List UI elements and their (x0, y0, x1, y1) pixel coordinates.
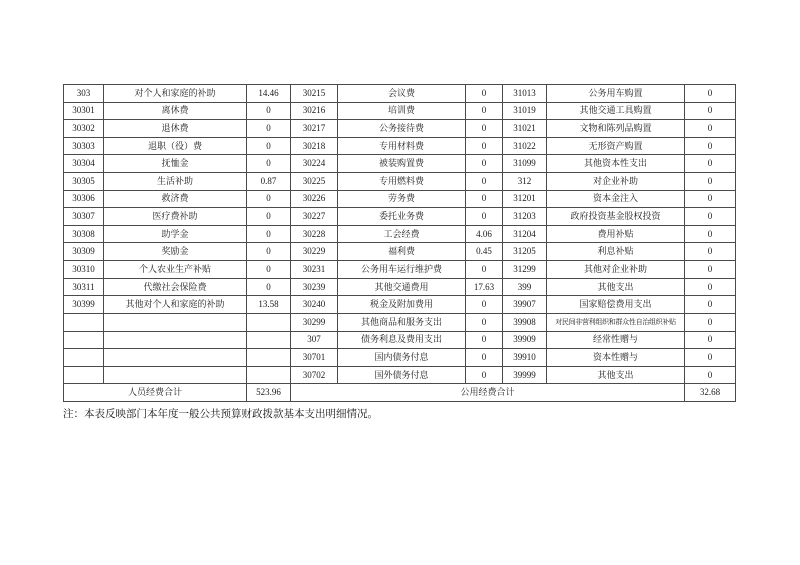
public-total-label-cell: 公用经费合计 (291, 384, 685, 402)
code-cell: 30227 (291, 208, 338, 226)
code-cell: 30310 (64, 261, 104, 279)
code-cell (64, 366, 104, 384)
code-cell (64, 313, 104, 331)
item-name-cell: 公务用车运行维护费 (338, 261, 466, 279)
code-cell: 31299 (503, 261, 547, 279)
table-row (64, 102, 736, 120)
amount-cell (247, 331, 291, 349)
item-name-cell (104, 366, 247, 384)
item-name-cell: 退休费 (104, 120, 247, 138)
table-row (64, 190, 736, 208)
amount-cell: 0 (685, 261, 736, 279)
item-name-cell: 无形资产购置 (547, 137, 685, 155)
code-cell: 31204 (503, 225, 547, 243)
item-name-cell: 费用补贴 (547, 225, 685, 243)
item-name-cell: 委托业务费 (338, 208, 466, 226)
amount-cell: 0 (685, 366, 736, 384)
table-row (64, 261, 736, 279)
item-name-cell: 助学金 (104, 225, 247, 243)
code-cell: 30228 (291, 225, 338, 243)
amount-cell: 0 (247, 137, 291, 155)
item-name-cell: 其他对企业补助 (547, 261, 685, 279)
item-name-cell: 国内债务付息 (338, 349, 466, 367)
amount-cell: 0 (685, 173, 736, 191)
code-cell: 30231 (291, 261, 338, 279)
table-row (64, 349, 736, 367)
code-cell: 30306 (64, 190, 104, 208)
code-cell: 30307 (64, 208, 104, 226)
code-cell: 39910 (503, 349, 547, 367)
table-row (64, 155, 736, 173)
table-body (64, 85, 736, 402)
item-name-cell: 专用燃料费 (338, 173, 466, 191)
code-cell: 30215 (291, 85, 338, 103)
amount-cell: 0 (685, 208, 736, 226)
item-name-cell: 对企业补助 (547, 173, 685, 191)
item-name-cell: 资本性赠与 (547, 349, 685, 367)
amount-cell: 0 (685, 155, 736, 173)
item-name-cell (104, 313, 247, 331)
item-name-cell: 国家赔偿费用支出 (547, 296, 685, 314)
table-row (64, 173, 736, 191)
code-cell: 30229 (291, 243, 338, 261)
amount-cell: 13.58 (247, 296, 291, 314)
item-name-cell: 其他商品和服务支出 (338, 313, 466, 331)
item-name-cell: 专用材料费 (338, 137, 466, 155)
item-name-cell: 个人农业生产补贴 (104, 261, 247, 279)
table-row (64, 137, 736, 155)
item-name-cell: 其他交通费用 (338, 278, 466, 296)
amount-cell: 0 (685, 278, 736, 296)
amount-cell: 0 (685, 137, 736, 155)
item-name-cell: 对个人和家庭的补助 (104, 85, 247, 103)
code-cell: 30301 (64, 102, 104, 120)
item-name-cell: 退职（役）费 (104, 137, 247, 155)
code-cell: 30399 (64, 296, 104, 314)
code-cell: 30216 (291, 102, 338, 120)
table-row (64, 366, 736, 384)
code-cell: 31205 (503, 243, 547, 261)
amount-cell: 0 (466, 190, 503, 208)
amount-cell: 0 (685, 331, 736, 349)
amount-cell: 0 (466, 208, 503, 226)
amount-cell: 14.46 (247, 85, 291, 103)
amount-cell: 0 (247, 190, 291, 208)
code-cell: 31021 (503, 120, 547, 138)
amount-cell: 0 (466, 85, 503, 103)
amount-cell: 0 (685, 349, 736, 367)
item-name-cell: 其他支出 (547, 366, 685, 384)
amount-cell: 0 (685, 225, 736, 243)
item-name-cell: 公务接待费 (338, 120, 466, 138)
amount-cell: 0 (247, 208, 291, 226)
code-cell: 312 (503, 173, 547, 191)
amount-cell: 0 (466, 173, 503, 191)
code-cell: 30302 (64, 120, 104, 138)
table-row (64, 85, 736, 103)
table-row (64, 278, 736, 296)
item-name-cell: 会议费 (338, 85, 466, 103)
code-cell: 30240 (291, 296, 338, 314)
code-cell: 307 (291, 331, 338, 349)
amount-cell: 0 (466, 155, 503, 173)
amount-cell: 0 (247, 225, 291, 243)
amount-cell: 0 (247, 243, 291, 261)
code-cell: 31203 (503, 208, 547, 226)
amount-cell: 0 (247, 102, 291, 120)
amount-cell: 0 (247, 120, 291, 138)
item-name-cell: 劳务费 (338, 190, 466, 208)
item-name-cell: 文物和陈列品购置 (547, 120, 685, 138)
item-name-cell: 工会经费 (338, 225, 466, 243)
item-name-cell: 其他对个人和家庭的补助 (104, 296, 247, 314)
table-row (64, 313, 736, 331)
table-note: 注：本表反映部门本年度一般公共预算财政拨款基本支出明细情况。 (63, 409, 378, 420)
code-cell: 30225 (291, 173, 338, 191)
table-row (64, 120, 736, 138)
amount-cell: 0 (466, 120, 503, 138)
item-name-cell: 经常性赠与 (547, 331, 685, 349)
code-cell: 399 (503, 278, 547, 296)
code-cell: 39908 (503, 313, 547, 331)
amount-cell: 0 (466, 313, 503, 331)
amount-cell: 0 (685, 313, 736, 331)
code-cell: 31013 (503, 85, 547, 103)
code-cell: 30304 (64, 155, 104, 173)
item-name-cell (104, 349, 247, 367)
code-cell: 39907 (503, 296, 547, 314)
amount-cell: 0 (685, 85, 736, 103)
amount-cell: 0 (685, 243, 736, 261)
table-row (64, 208, 736, 226)
item-name-cell (104, 331, 247, 349)
code-cell: 30217 (291, 120, 338, 138)
code-cell: 31022 (503, 137, 547, 155)
item-name-cell: 资本金注入 (547, 190, 685, 208)
item-name-cell: 国外债务付息 (338, 366, 466, 384)
item-name-cell: 利息补贴 (547, 243, 685, 261)
total-row (64, 384, 736, 402)
amount-cell: 0 (685, 190, 736, 208)
item-name-cell: 公务用车购置 (547, 85, 685, 103)
code-cell: 31099 (503, 155, 547, 173)
amount-cell: 0 (247, 155, 291, 173)
personnel-total-value-cell: 523.96 (247, 384, 291, 402)
amount-cell: 0 (685, 120, 736, 138)
code-cell: 30308 (64, 225, 104, 243)
amount-cell (247, 313, 291, 331)
personnel-total-label-cell: 人员经费合计 (64, 384, 247, 402)
code-cell: 30299 (291, 313, 338, 331)
item-name-cell: 代缴社会保险费 (104, 278, 247, 296)
code-cell: 31201 (503, 190, 547, 208)
item-name-cell: 政府投资基金股权投资 (547, 208, 685, 226)
item-name-cell: 福利费 (338, 243, 466, 261)
amount-cell: 0 (685, 102, 736, 120)
code-cell: 30218 (291, 137, 338, 155)
public-total-value-cell: 32.68 (685, 384, 736, 402)
amount-cell (247, 366, 291, 384)
amount-cell: 0 (466, 349, 503, 367)
code-cell: 30701 (291, 349, 338, 367)
item-name-cell: 离休费 (104, 102, 247, 120)
code-cell: 30226 (291, 190, 338, 208)
code-cell: 39909 (503, 331, 547, 349)
code-cell (64, 331, 104, 349)
amount-cell: 0 (466, 261, 503, 279)
amount-cell: 0 (466, 366, 503, 384)
table-row (64, 243, 736, 261)
amount-cell: 0 (685, 296, 736, 314)
item-name-cell: 救济费 (104, 190, 247, 208)
code-cell: 303 (64, 85, 104, 103)
table-row (64, 331, 736, 349)
amount-cell: 4.06 (466, 225, 503, 243)
amount-cell: 0 (247, 278, 291, 296)
code-cell: 30303 (64, 137, 104, 155)
item-name-cell: 其他交通工具购置 (547, 102, 685, 120)
code-cell: 30239 (291, 278, 338, 296)
code-cell: 30309 (64, 243, 104, 261)
code-cell: 30311 (64, 278, 104, 296)
item-name-cell: 培训费 (338, 102, 466, 120)
amount-cell: 0.45 (466, 243, 503, 261)
amount-cell: 0 (466, 296, 503, 314)
code-cell: 39999 (503, 366, 547, 384)
item-name-cell: 抚恤金 (104, 155, 247, 173)
basic-expenditure-table (63, 84, 736, 402)
item-name-cell: 税金及附加费用 (338, 296, 466, 314)
item-name-cell: 被装购置费 (338, 155, 466, 173)
amount-cell: 0.87 (247, 173, 291, 191)
code-cell (64, 349, 104, 367)
item-name-cell: 医疗费补助 (104, 208, 247, 226)
code-cell: 30224 (291, 155, 338, 173)
code-cell: 30702 (291, 366, 338, 384)
item-name-cell: 债务利息及费用支出 (338, 331, 466, 349)
item-name-cell: 生活补助 (104, 173, 247, 191)
amount-cell (247, 349, 291, 367)
item-name-cell: 对民间非营利组织和群众性自治组织补贴 (547, 313, 685, 331)
item-name-cell: 奖励金 (104, 243, 247, 261)
item-name-cell: 其他资本性支出 (547, 155, 685, 173)
amount-cell: 0 (466, 102, 503, 120)
item-name-cell: 其他支出 (547, 278, 685, 296)
table-row (64, 296, 736, 314)
table-row (64, 225, 736, 243)
amount-cell: 0 (247, 261, 291, 279)
amount-cell: 0 (466, 137, 503, 155)
code-cell: 30305 (64, 173, 104, 191)
amount-cell: 0 (466, 331, 503, 349)
code-cell: 31019 (503, 102, 547, 120)
amount-cell: 17.63 (466, 278, 503, 296)
